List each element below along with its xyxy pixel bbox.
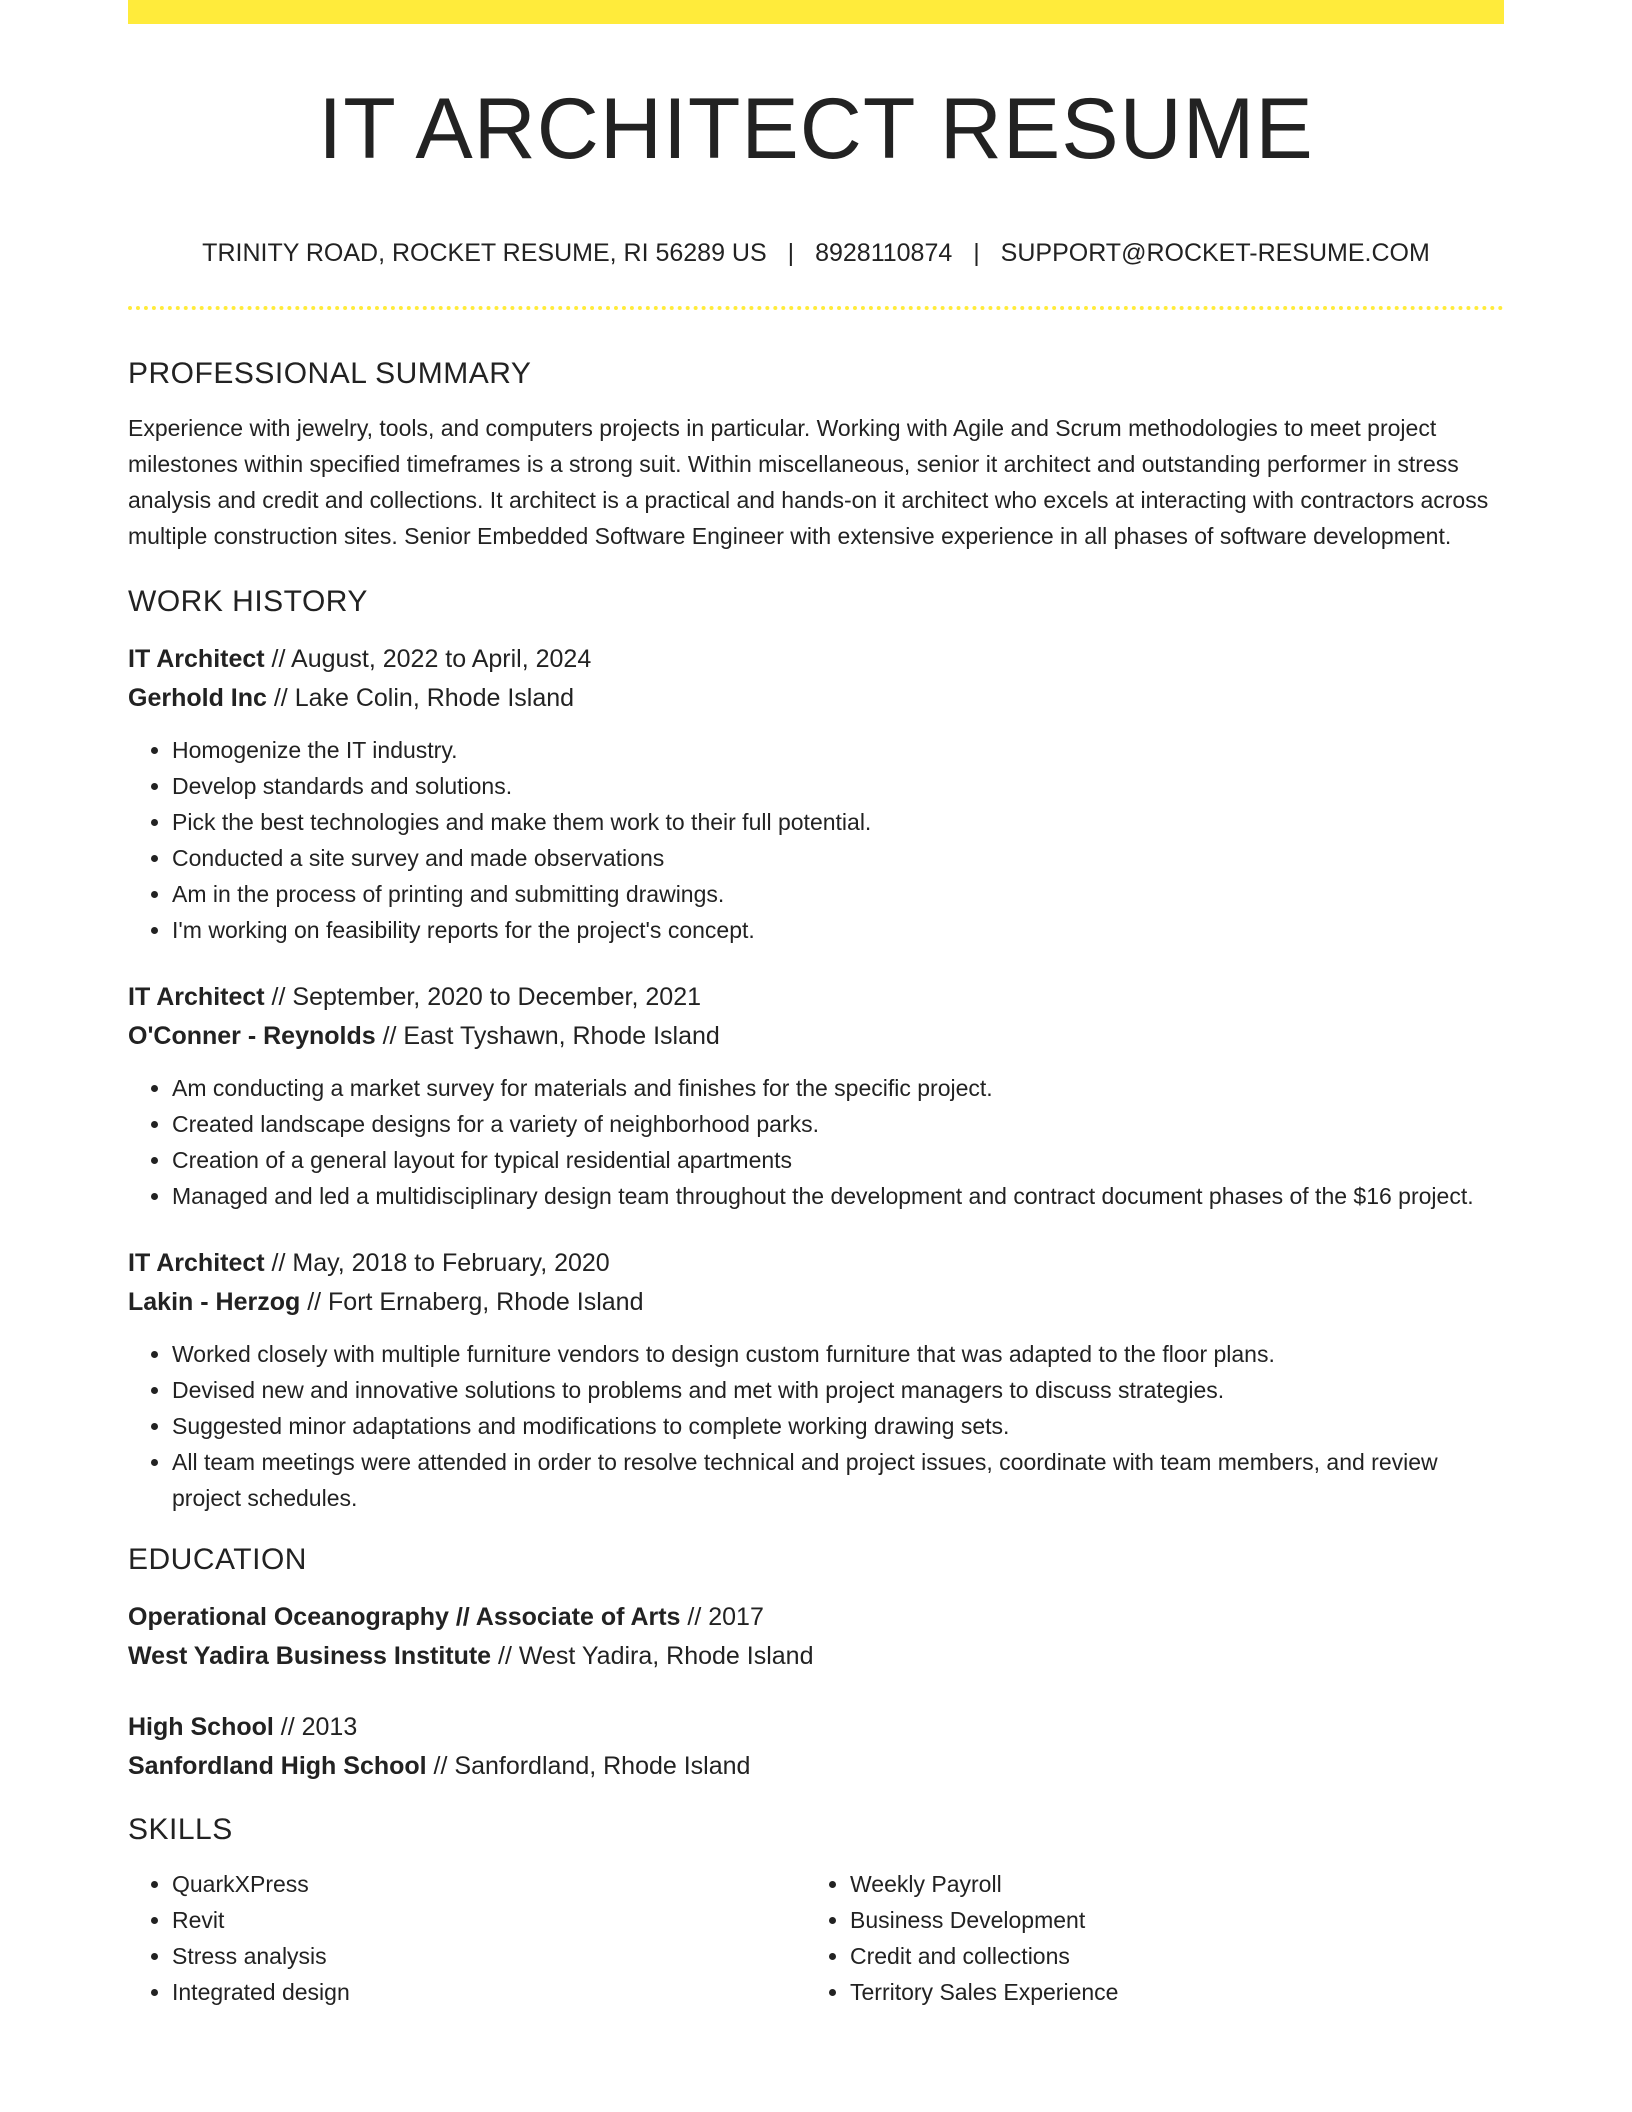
- header-divider: [128, 306, 1504, 310]
- education-location: // West Yadira, Rhode Island: [491, 1642, 814, 1670]
- list-item: • All team meetings were attended in order to resolve technical and project issues, coordinate with team members, and review project schedules.: [172, 1444, 1504, 1516]
- resume-title: IT ARCHITECT RESUME: [318, 81, 1314, 177]
- job-dates: // August, 2022 to April, 2024: [264, 645, 592, 673]
- job-company: Lakin - Herzog: [128, 1288, 301, 1316]
- skills-columns: [128, 1866, 1504, 2010]
- list-item: • Stress analysis: [172, 1938, 806, 1974]
- skills-list-left: [128, 1866, 806, 2010]
- education-heading: EDUCATION: [128, 1543, 307, 1576]
- list-item: • Created landscape designs for a variety of neighborhood parks.: [172, 1106, 1504, 1142]
- list-item: • Pick the best technologies and make them work to their full potential.: [172, 804, 1504, 840]
- list-item: • Revit: [172, 1902, 806, 1938]
- job-dates: // September, 2020 to December, 2021: [264, 983, 701, 1011]
- job-company: O'Conner - Reynolds: [128, 1022, 376, 1050]
- education-year: // 2013: [273, 1713, 358, 1741]
- job-entry: [128, 1244, 1504, 1516]
- list-item: • Devised new and innovative solutions to problems and met with project managers to discuss strategies.: [172, 1372, 1504, 1408]
- list-item: • Develop standards and solutions.: [172, 768, 1504, 804]
- skills-list-right: [806, 1866, 1484, 2010]
- education-school: Sanfordland High School: [128, 1752, 427, 1780]
- education-year: // 2017: [680, 1603, 764, 1631]
- job-entry: [128, 978, 1504, 1214]
- education-school: West Yadira Business Institute: [128, 1642, 492, 1670]
- job-company-line: [128, 1283, 1504, 1322]
- top-accent-bar: [128, 0, 1504, 24]
- list-item: • Suggested minor adaptations and modifications to complete working drawing sets.: [172, 1408, 1504, 1444]
- job-dates: // May, 2018 to February, 2020: [264, 1249, 610, 1277]
- list-item: • Managed and led a multidisciplinary design team throughout the development and contract document phases of the $16 project.: [172, 1178, 1504, 1214]
- job-title-line: [128, 978, 1504, 1017]
- job-bullets: [128, 732, 1504, 948]
- summary-heading: PROFESSIONAL SUMMARY: [128, 357, 532, 390]
- education-entry: [128, 1708, 1504, 1786]
- list-item: • Weekly Payroll: [850, 1866, 1484, 1902]
- list-item: • Homogenize the IT industry.: [172, 732, 1504, 768]
- list-item: • Credit and collections: [850, 1938, 1484, 1974]
- contact-line: [128, 236, 1504, 270]
- job-bullets: [128, 1336, 1504, 1516]
- contact-address: TRINITY ROAD, ROCKET RESUME, RI 56289 US: [202, 239, 767, 267]
- education-degree-line: [128, 1598, 1504, 1637]
- list-item: • Worked closely with multiple furniture vendors to design custom furniture that was adapted to the floor plans.: [172, 1336, 1504, 1372]
- job-location: // Fort Ernaberg, Rhode Island: [300, 1288, 644, 1316]
- job-title: IT Architect: [128, 1249, 265, 1277]
- job-title-line: [128, 640, 1504, 679]
- skills-heading: SKILLS: [128, 1813, 233, 1846]
- resume-body: [128, 352, 1504, 2010]
- job-company: Gerhold Inc: [128, 684, 267, 712]
- summary-text: Experience with jewelry, tools, and computers projects in particular. Working with Agile and Scrum methodologies to meet project milestones within specified timeframes is a strong suit. Within miscellaneous, senior it architect and outstanding performer in stress analysis and credit and collections. It architect is a practical and hands-on it architect who excels at interacting with contractors across multiple construction sites. Senior Embedded Software Engineer with extensive experience in all phases of software development.: [128, 415, 1489, 549]
- job-location: // East Tyshawn, Rhode Island: [375, 1022, 720, 1050]
- contact-separator: |: [973, 239, 980, 267]
- list-item: • Territory Sales Experience: [850, 1974, 1484, 2010]
- job-title-line: [128, 1244, 1504, 1283]
- list-item: • Creation of a general layout for typical residential apartments: [172, 1142, 1504, 1178]
- contact-email: SUPPORT@ROCKET-RESUME.COM: [1000, 239, 1430, 267]
- contact-separator: |: [787, 239, 795, 267]
- education-location: // Sanfordland, Rhode Island: [426, 1752, 751, 1780]
- job-location: // Lake Colin, Rhode Island: [266, 684, 575, 712]
- job-title: IT Architect: [128, 983, 265, 1011]
- list-item: • Integrated design: [172, 1974, 806, 2010]
- list-item: • Am in the process of printing and submitting drawings.: [172, 876, 1504, 912]
- education-degree: High School: [128, 1713, 274, 1741]
- education-degree-line: [128, 1708, 1504, 1747]
- list-item: • QuarkXPress: [172, 1866, 806, 1902]
- education-school-line: [128, 1637, 1504, 1676]
- education-degree: Operational Oceanography // Associate of Arts: [128, 1603, 681, 1631]
- job-company-line: [128, 679, 1504, 718]
- contact-phone: 8928110874: [815, 239, 953, 267]
- work-history-heading: WORK HISTORY: [128, 585, 368, 618]
- list-item: • I'm working on feasibility reports for the project's concept.: [172, 912, 1504, 948]
- job-entry: [128, 640, 1504, 948]
- list-item: • Am conducting a market survey for materials and finishes for the specific project.: [172, 1070, 1504, 1106]
- job-company-line: [128, 1017, 1504, 1056]
- job-title: IT Architect: [128, 645, 265, 673]
- job-bullets: [128, 1070, 1504, 1214]
- list-item: • Business Development: [850, 1902, 1484, 1938]
- education-entry: [128, 1598, 1504, 1676]
- education-school-line: [128, 1747, 1504, 1786]
- list-item: • Conducted a site survey and made observations: [172, 840, 1504, 876]
